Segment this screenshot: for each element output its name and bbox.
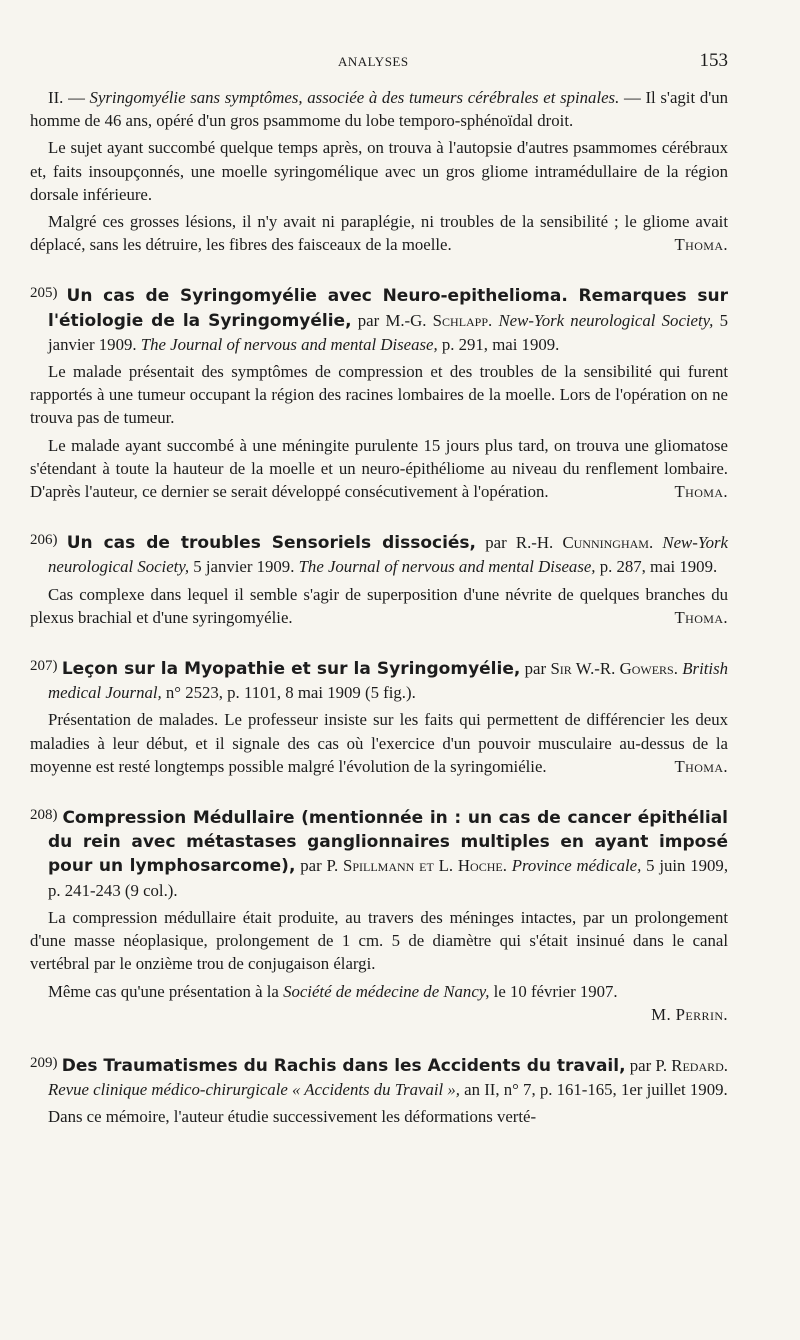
entry-209 bbox=[30, 1052, 728, 1129]
entry-207-journal: British medical Journal, bbox=[48, 659, 728, 703]
entry-208-paragraph-2 bbox=[30, 980, 728, 1003]
entry-206-paragraph-1-text: Cas complexe dans lequel il semble s'agir de superposition d'une névrite de quelques branches du plexus brachial et d'une syringomyélie. bbox=[30, 584, 728, 627]
entry-208-journal: Province médicale, bbox=[511, 856, 642, 876]
intro-subtitle-number: II. — bbox=[48, 88, 90, 107]
entry-206-ref: p. 287, mai 1909. bbox=[595, 557, 718, 577]
entry-207-paragraph-1-text: Présentation de malades. Le professeur insiste sur les faits qui permettent de différencier les deux maladies à leur début, et il signale des cas où l'exercice d'un pouvoir musculaire au-dessus de la moyenne est resté longtemps possible malgré l'évolution de la syringomiélie. bbox=[30, 710, 728, 776]
entry-205-sep: . bbox=[488, 310, 499, 330]
entry-208-signature-line bbox=[30, 1003, 728, 1026]
entry-206-date: 5 janvier 1909. bbox=[189, 557, 299, 577]
entry-205-source: New-York neurological Society, bbox=[498, 310, 714, 330]
entry-209-ref: an II, n° 7, p. 161-165, 1er juillet 1909. bbox=[459, 1080, 728, 1100]
entry-208-ref: 5 juin 1909, p. 241-243 (9 col.). bbox=[48, 856, 729, 900]
entry-206-title: Un cas de troubles Sensoriels dissociés, bbox=[66, 533, 477, 554]
entry-205-date: 5 janvier 1909. bbox=[48, 310, 729, 354]
entry-209-by: par bbox=[625, 1055, 656, 1075]
entry-209-paragraph-1: Dans ce mémoire, l'auteur étudie successivement les déformations verté- bbox=[48, 1107, 537, 1127]
entry-208-paragraph-2-pre: Même cas qu'une présentation à la bbox=[48, 981, 284, 1001]
intro-paragraph-2: Le sujet ayant succombé quelque temps après, on trouva à l'autopsie d'autres psammomes cérébraux et, faits insoupçonnés, une moelle syringomélique avec un gros gliome intramédullaire de la région dorsale inférieure. bbox=[30, 138, 728, 204]
entry-206-journal: The Journal of nervous and mental Disease, bbox=[298, 557, 596, 577]
entry-208-title: Compression Médullaire (mentionnée in : un cas de cancer épithélial du rein avec métastases ganglionnaires multiples en ayant imposé pour un lymphosarcome), bbox=[48, 808, 729, 877]
entry-208 bbox=[30, 804, 728, 1026]
entry-209-author: P. Redard bbox=[655, 1055, 724, 1075]
entry-209-number: 209) bbox=[30, 1054, 58, 1071]
entry-208-by: par bbox=[295, 856, 327, 876]
entry-205-by: par bbox=[351, 310, 386, 330]
intro-paragraph-3-text: Malgré ces grosses lésions, il n'y avait ni paraplégie, ni troubles de la sensibilité ; le gliome avait déplacé, sans les détruire, les fibres des faisceaux de la moelle. bbox=[30, 212, 728, 255]
entry-208-signature: M. Perrin. bbox=[651, 1004, 728, 1024]
entry-209-journal: Revue clinique médico-chirurgicale « Accidents du Travail », bbox=[48, 1080, 460, 1100]
entry-208-sep: . bbox=[502, 856, 512, 876]
entry-205-paragraph-1: Le malade présentait des symptômes de compression et des troubles de la sensibilité qui furent rapportés à une tumeur occupant la région des racines lombaires de la moelle. Lors de l'opération on ne trouva pas de tumeur. bbox=[30, 362, 728, 428]
entry-205-paragraph-2-text: Le malade ayant succombé à une méningite purulente 15 jours plus tard, on trouva une gliomatose s'étendant à toute la hauteur de la moelle et un neuro-épithéliome au niveau du renflement lombaire. D'après l'auteur, ce dernier se serait développé consécutivement à l'opération. bbox=[30, 435, 728, 502]
entry-205-title: Un cas de Syringomyélie avec Neuro-epithelioma. Remarques sur l'étiologie de la Syringomyélie, bbox=[48, 286, 728, 331]
page-number: 153 bbox=[699, 50, 728, 71]
entry-206-signature: Thoma. bbox=[674, 607, 728, 627]
entry-207-sep: . bbox=[673, 659, 683, 679]
entry-205 bbox=[30, 282, 728, 503]
intro-subtitle-paragraph bbox=[30, 86, 728, 132]
entry-207-author: Sir W.-R. Gowers bbox=[550, 659, 674, 679]
entry-209-title: Des Traumatismes du Rachis dans les Accidents du travail, bbox=[61, 1055, 626, 1076]
entry-207-number: 207) bbox=[30, 658, 58, 675]
entry-207-title: Leçon sur la Myopathie et sur la Syringomyélie, bbox=[61, 659, 521, 680]
entry-205-author: M.-G. Schlapp bbox=[385, 310, 489, 330]
entry-208-paragraph-1: La compression médullaire était produite, au travers des méninges intactes, par un prolongement d'une masse néoplasique, prolongement de 1 cm. 5 de diamètre qui s'était insinué dans le canal vertébral par le onzième trou de conjugaison élargi. bbox=[30, 907, 728, 974]
entry-208-paragraph-2-post: le 10 février 1907. bbox=[489, 981, 618, 1001]
intro-paragraph-1: — Il s'agit d'un homme de 46 ans, opéré d'un gros psammome du lobe temporo-sphénoïdal droit. bbox=[30, 88, 729, 131]
entry-208-paragraph-2-society: Société de médecine de Nancy, bbox=[283, 981, 490, 1001]
page-header bbox=[30, 50, 728, 82]
entry-207-signature: Thoma. bbox=[674, 756, 728, 776]
entry-206-heading bbox=[30, 529, 728, 578]
entry-205-paragraph-2 bbox=[30, 434, 728, 504]
entry-205-journal: The Journal of nervous and mental Disease, bbox=[140, 334, 438, 354]
intro-section bbox=[30, 86, 728, 256]
entry-207-paragraph-1 bbox=[30, 708, 728, 778]
entry-205-signature: Thoma. bbox=[674, 482, 728, 502]
entry-208-heading bbox=[30, 804, 728, 902]
entry-207 bbox=[30, 655, 728, 778]
entry-206-by: par bbox=[476, 533, 516, 553]
intro-paragraph-3 bbox=[30, 210, 728, 256]
entry-207-heading bbox=[30, 655, 728, 704]
entry-205-ref: p. 291, mai 1909. bbox=[437, 334, 560, 354]
intro-signature: Thoma. bbox=[674, 235, 728, 255]
entry-205-number: 205) bbox=[30, 285, 58, 302]
entry-209-sep: . bbox=[723, 1055, 728, 1075]
entry-205-heading bbox=[30, 282, 728, 356]
entry-208-author: P. Spillmann et L. Hoche bbox=[326, 856, 503, 876]
entry-206-author: R.-H. Cunningham bbox=[515, 533, 649, 553]
article-body bbox=[30, 86, 728, 1129]
entry-208-number: 208) bbox=[30, 807, 58, 824]
entry-206 bbox=[30, 529, 728, 629]
running-head: ANALYSES bbox=[338, 54, 409, 69]
intro-subtitle: Syringomyélie sans symptômes, associée à des tumeurs cérébrales et spinales. bbox=[89, 88, 620, 107]
entry-206-paragraph-1 bbox=[30, 583, 728, 629]
entry-206-source: New-York neurological Society, bbox=[48, 533, 728, 577]
entry-206-sep: . bbox=[648, 533, 663, 553]
entry-207-by: par bbox=[520, 659, 551, 679]
entry-207-ref: n° 2523, p. 1101, 8 mai 1909 (5 fig.). bbox=[161, 683, 416, 703]
entry-209-heading bbox=[30, 1052, 728, 1101]
entry-206-number: 206) bbox=[30, 532, 58, 549]
